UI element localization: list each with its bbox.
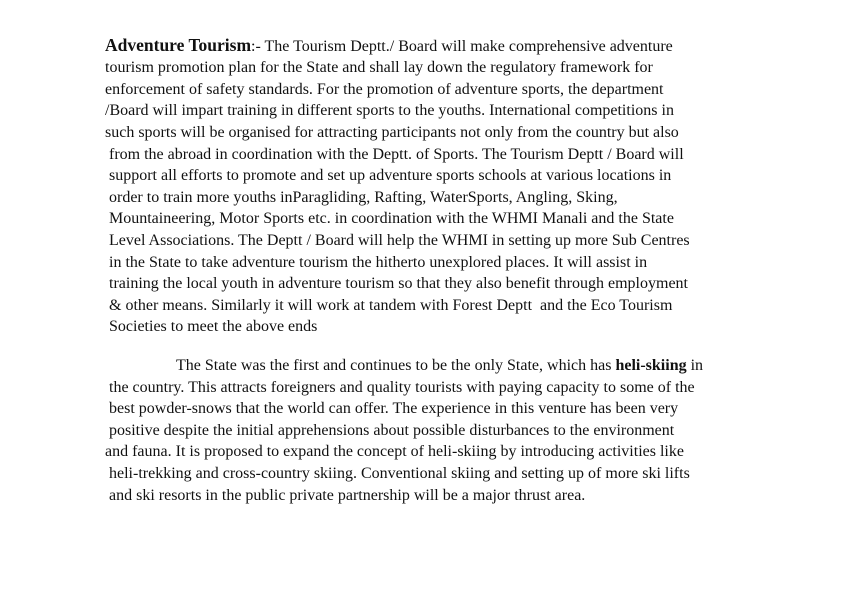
paragraph-line: positive despite the initial apprehensions about possible disturbances to the environment (109, 422, 675, 439)
text-run: The State was the first and continues to be the only State, which has (176, 357, 616, 374)
paragraph-line: the country. This attracts foreigners and quality tourists with paying capacity to some of the (109, 379, 695, 396)
paragraph-line: and ski resorts in the public private partnership will be a major thrust area. (109, 487, 586, 504)
paragraph-line: Mountaineering, Motor Sports etc. in coordination with the WHMI Manali and the State (109, 210, 674, 227)
paragraph-line: best powder-snows that the world can offer. The experience in this venture has been very (109, 400, 679, 417)
section-heading: Adventure Tourism (105, 35, 252, 55)
paragraph-line: Level Associations. The Deptt / Board will help the WHMI in setting up more Sub Centres (109, 232, 690, 249)
paragraph-line: & other means. Similarly it will work at tandem with Forest Deptt and the Eco Tourism (109, 297, 673, 314)
paragraph-line: in the State to take adventure tourism the hitherto unexplored places. It will assist in (109, 254, 648, 271)
paragraph-line: enforcement of safety standards. For the promotion of adventure sports, the department (105, 81, 664, 98)
paragraph-line: /Board will impart training in different sports to the youths. International competitions in (105, 102, 674, 119)
bold-term: heli-skiing (615, 357, 687, 374)
paragraph-line: heli-trekking and cross-country skiing. Conventional skiing and setting up of more ski lifts (109, 465, 690, 482)
paragraph-line: training the local youth in adventure tourism so that they also benefit through employment (109, 275, 688, 292)
paragraph-line: from the abroad in coordination with the Deptt. of Sports. The Tourism Deptt / Board will (109, 146, 684, 163)
paragraph-line: Societies to meet the above ends (109, 318, 318, 335)
paragraph-line (176, 355, 703, 376)
paragraph-line: and fauna. It is proposed to expand the concept of heli-skiing by introducing activities like (105, 443, 684, 460)
text-run: in (686, 357, 704, 374)
paragraph-line: such sports will be organised for attracting participants not only from the country but also (105, 124, 679, 141)
heading-continuation: :- The Tourism Deptt./ Board will make comprehensive adventure (251, 38, 673, 55)
paragraph-line: order to train more youths inParagliding, Rafting, WaterSports, Angling, Sking, (109, 189, 618, 206)
paragraph-line: tourism promotion plan for the State and shall lay down the regulatory framework for (105, 59, 653, 76)
paragraph-line (105, 35, 673, 57)
paragraph-line: support all efforts to promote and set up adventure sports schools at various locations in (109, 167, 672, 184)
